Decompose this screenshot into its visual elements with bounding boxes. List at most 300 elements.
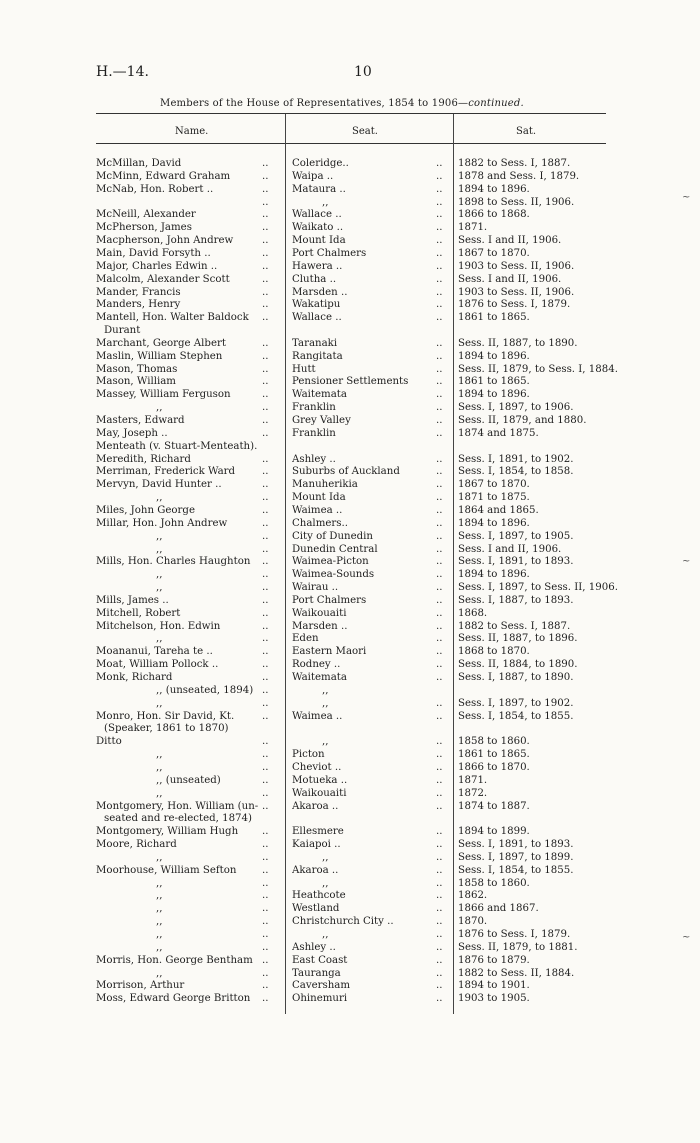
sat-period: Sess. II, 1879, to 1881.	[458, 941, 578, 953]
sat-period: Sess. I, 1854, to 1858.	[458, 466, 574, 478]
leader-dots: ..	[262, 466, 269, 478]
leader-dots: ..	[262, 415, 269, 426]
leader-dots: ..	[436, 633, 443, 645]
member-name: McMillan, David	[96, 158, 182, 169]
leader-dots: ..	[436, 273, 443, 285]
table-row	[96, 672, 606, 685]
leader-dots: ..	[436, 787, 443, 799]
leader-dots: ..	[262, 479, 269, 491]
seat-name: ,,	[322, 196, 329, 208]
page-title	[160, 98, 524, 109]
table-row	[96, 582, 618, 595]
sat-period: 1903 to Sess. II, 1906.	[458, 286, 575, 298]
sat-period: Sess. I, 1887, to 1893.	[458, 594, 574, 606]
leader-dots: ..	[436, 903, 443, 915]
member-name: Monk, Richard	[96, 672, 173, 683]
sat-period: 1866 and 1867.	[458, 903, 539, 915]
leader-dots: ..	[262, 196, 269, 208]
member-name: ,,	[156, 916, 163, 928]
seat-name: Motueka ..	[292, 774, 348, 786]
member-name: Millar, Hon. John Andrew	[96, 517, 228, 529]
table-row	[96, 505, 606, 518]
leader-dots: ..	[262, 736, 269, 748]
seat-name: Westland	[292, 903, 340, 915]
table-row	[96, 569, 606, 582]
sat-period: 1871.	[458, 774, 488, 786]
leader-dots: ..	[262, 787, 269, 799]
leader-dots: ..	[436, 196, 443, 208]
leader-dots: ..	[436, 967, 443, 979]
table-row	[96, 441, 606, 454]
leader-dots: ..	[436, 569, 443, 581]
seat-name: Christchurch City ..	[292, 916, 394, 928]
table-row	[96, 711, 606, 724]
leader-dots: ..	[436, 299, 443, 311]
sat-period: Sess. I, 1887, to 1890.	[458, 672, 574, 683]
leader-dots: ..	[262, 517, 269, 529]
table-row	[96, 633, 606, 646]
leader-dots: ..	[436, 851, 443, 863]
leader-dots: ..	[436, 235, 443, 247]
member-name: Manders, Henry	[96, 299, 181, 311]
member-name: Mantell, Hon. Walter Baldock	[96, 312, 249, 324]
leader-dots: ..	[262, 967, 269, 979]
seat-name: Wallace ..	[292, 312, 342, 324]
leader-dots: ..	[262, 222, 269, 234]
member-name: Maslin, William Stephen	[96, 350, 223, 362]
leader-dots: ..	[262, 839, 269, 851]
seat-name: Marsden ..	[292, 620, 348, 632]
title-text: Members of the House of Representatives, 1854 to 1906—	[160, 98, 469, 109]
table-row	[96, 299, 606, 312]
leader-dots: ..	[262, 594, 269, 606]
leader-dots: ..	[262, 556, 269, 568]
seat-name: City of Dunedin	[292, 530, 373, 542]
seat-name: Coleridge..	[292, 158, 349, 169]
leader-dots: ..	[436, 492, 443, 504]
sat-period: 1868 to 1870.	[458, 646, 530, 658]
seat-name: Eastern Maori	[292, 646, 367, 658]
table-row	[96, 659, 606, 672]
sat-period: 1903 to Sess. II, 1906.	[458, 260, 575, 272]
table-row	[96, 878, 606, 891]
member-name: Mervyn, David Hunter ..	[96, 479, 222, 491]
seat-name: Franklin	[292, 402, 336, 414]
seat-name: Waimea ..	[292, 504, 343, 516]
member-name: ,,	[156, 697, 163, 709]
leader-dots: ..	[436, 247, 443, 259]
member-name: Moananui, Tareha te ..	[96, 646, 213, 658]
leader-dots: ..	[436, 427, 443, 439]
seat-name: Grey Valley	[292, 415, 351, 426]
member-name: Morris, Hon. George Bentham	[96, 954, 253, 966]
table-row	[96, 531, 606, 544]
page-number: 10	[354, 64, 372, 80]
member-name: Malcolm, Alexander Scott	[96, 273, 230, 285]
sat-period: 1882 to Sess. II, 1884.	[458, 967, 575, 979]
sat-period: 1894 to 1899.	[458, 826, 530, 838]
table-row	[96, 274, 606, 287]
sat-period: 1878 and Sess. I, 1879.	[458, 170, 580, 182]
table-row	[96, 415, 606, 428]
table-row	[96, 826, 606, 839]
table-row	[96, 325, 606, 338]
sat-period: Sess. I and II, 1906.	[458, 543, 562, 555]
leader-dots: ..	[436, 620, 443, 632]
leader-dots: ..	[436, 363, 443, 375]
seat-name: Eden	[292, 633, 319, 645]
seat-name: Akaroa ..	[292, 800, 339, 812]
seat-name: Wakatipu	[292, 299, 341, 311]
seat-name: Wairau ..	[292, 582, 339, 594]
leader-dots: ..	[262, 453, 269, 465]
leader-dots: ..	[262, 389, 269, 401]
seat-name: Franklin	[292, 427, 336, 439]
member-name: ,,	[156, 787, 163, 799]
sat-period: Sess. I, 1854, to 1855.	[458, 864, 574, 876]
member-name: ,,	[156, 530, 163, 542]
seat-name: Picton	[292, 749, 325, 761]
table-row	[96, 261, 606, 274]
sat-period: Sess. II, 1879, and 1880.	[458, 415, 587, 426]
table-row	[96, 556, 606, 569]
member-name: ,,	[156, 761, 163, 773]
leader-dots: ..	[436, 222, 443, 234]
member-name: ,,	[156, 967, 163, 979]
member-name: Moorhouse, William Sefton	[96, 864, 237, 876]
table-row	[96, 402, 606, 415]
table-row	[96, 929, 606, 942]
leader-dots: ..	[262, 710, 269, 722]
table-row	[96, 595, 606, 608]
sat-period: Sess. I, 1897, to 1902.	[458, 697, 574, 709]
seat-name: ,,	[322, 929, 329, 940]
leader-dots: ..	[262, 530, 269, 542]
table-row	[96, 518, 606, 531]
leader-dots: ..	[262, 633, 269, 645]
table-row	[96, 492, 606, 505]
member-name: McMinn, Edward Graham	[96, 170, 231, 182]
sat-period: 1894 to 1896.	[458, 517, 530, 529]
member-name: May, Joseph ..	[96, 427, 168, 439]
member-name: Mills, James ..	[96, 594, 169, 606]
seat-name: ,,	[322, 736, 329, 748]
member-name: Moore, Richard	[96, 839, 177, 851]
leader-dots: ..	[436, 890, 443, 902]
margin-mark: ~	[682, 556, 691, 567]
leader-dots: ..	[436, 839, 443, 851]
seat-name: Caversham	[292, 980, 351, 992]
sat-period: Sess. II, 1887, to 1896.	[458, 633, 578, 645]
column-header-name: Name.	[175, 126, 209, 137]
seat-name: Ashley ..	[292, 941, 336, 953]
member-name: McNab, Hon. Robert ..	[96, 183, 214, 195]
sat-period: Sess. I, 1897, to 1906.	[458, 402, 574, 414]
sat-period: 1876 to Sess. I, 1879.	[458, 929, 571, 940]
member-name: Marchant, George Albert	[96, 337, 226, 349]
sat-period: 1882 to Sess. I, 1887.	[458, 158, 571, 169]
leader-dots: ..	[436, 453, 443, 465]
seat-name: Waitemata	[292, 672, 347, 683]
member-name: ,,	[156, 941, 163, 953]
table-row	[96, 968, 606, 981]
member-name: Macpherson, John Andrew	[96, 235, 234, 247]
leader-dots: ..	[262, 363, 269, 375]
leader-dots: ..	[262, 209, 269, 221]
member-name: Morrison, Arthur	[96, 980, 185, 992]
seat-name: Kaiapoi ..	[292, 839, 341, 851]
member-name: ,,	[156, 929, 163, 940]
member-name: McNeill, Alexander	[96, 209, 196, 221]
sat-period: 1861 to 1865.	[458, 312, 530, 324]
seat-name: Hutt	[292, 363, 316, 375]
leader-dots: ..	[436, 736, 443, 748]
member-name: ,,	[156, 903, 163, 915]
table-row	[96, 389, 606, 402]
leader-dots: ..	[436, 389, 443, 401]
table-row	[96, 479, 606, 492]
seat-name: Pensioner Settlements	[292, 376, 409, 388]
leader-dots: ..	[262, 761, 269, 773]
sat-period: 1861 to 1865.	[458, 749, 530, 761]
leader-dots: ..	[262, 286, 269, 298]
seat-name: Ashley ..	[292, 453, 336, 465]
leader-dots: ..	[436, 517, 443, 529]
table-row	[96, 865, 606, 878]
leader-dots: ..	[262, 607, 269, 619]
leader-dots: ..	[262, 427, 269, 439]
leader-dots: ..	[436, 170, 443, 182]
member-name: ,,	[156, 569, 163, 581]
table-row	[96, 171, 606, 184]
member-name: Meredith, Richard	[96, 453, 191, 465]
sat-period: 1874 to 1887.	[458, 800, 530, 812]
leader-dots: ..	[262, 993, 269, 1005]
leader-dots: ..	[436, 993, 443, 1005]
leader-dots: ..	[436, 980, 443, 992]
sat-period: 1894 to 1896.	[458, 389, 530, 401]
member-name: ,,	[156, 749, 163, 761]
member-name: ,,	[156, 402, 163, 414]
member-name: Mason, Thomas	[96, 363, 178, 375]
seat-name: Waimea-Sounds	[292, 569, 375, 581]
table-row	[96, 890, 606, 903]
leader-dots: ..	[436, 864, 443, 876]
leader-dots: ..	[262, 376, 269, 388]
sat-period: Sess. I, 1897, to Sess. II, 1906.	[458, 582, 618, 594]
table-row	[96, 916, 606, 929]
seat-name: Mount Ida	[292, 235, 346, 247]
sat-period: 1871.	[458, 222, 488, 234]
table-row	[96, 428, 606, 441]
leader-dots: ..	[262, 312, 269, 324]
seat-name: East Coast	[292, 954, 348, 966]
seat-name: Waikato ..	[292, 222, 344, 234]
leader-dots: ..	[436, 312, 443, 324]
leader-dots: ..	[436, 697, 443, 709]
seat-name: Clutha ..	[292, 273, 337, 285]
document-reference: H.—14.	[96, 64, 149, 80]
leader-dots: ..	[436, 543, 443, 555]
member-name: seated and re-elected, 1874)	[104, 813, 252, 825]
member-name: Mitchelson, Hon. Edwin	[96, 620, 221, 632]
member-name: ,,	[156, 633, 163, 645]
leader-dots: ..	[262, 299, 269, 311]
table-row	[96, 621, 606, 634]
leader-dots: ..	[262, 659, 269, 671]
seat-name: Rodney ..	[292, 659, 341, 671]
sat-period: Sess. I and II, 1906.	[458, 273, 562, 285]
leader-dots: ..	[436, 929, 443, 940]
leader-dots: ..	[262, 684, 269, 696]
table-row	[96, 801, 606, 814]
leader-dots: ..	[262, 929, 269, 940]
seat-name: Tauranga	[292, 967, 341, 979]
table-row	[96, 852, 606, 865]
seat-name: ,,	[322, 877, 329, 889]
member-name: ,,	[156, 877, 163, 889]
seat-name: Ohinemuri	[292, 993, 348, 1005]
table-row	[96, 248, 606, 261]
leader-dots: ..	[262, 980, 269, 992]
sat-period: Sess. I, 1891, to 1893.	[458, 839, 574, 851]
leader-dots: ..	[436, 337, 443, 349]
leader-dots: ..	[262, 402, 269, 414]
leader-dots: ..	[262, 903, 269, 915]
sat-period: 1876 to 1879.	[458, 954, 530, 966]
seat-name: ,,	[322, 684, 329, 696]
leader-dots: ..	[436, 941, 443, 953]
leader-dots: ..	[262, 158, 269, 169]
table-row	[96, 287, 606, 300]
seat-name: Mataura ..	[292, 183, 346, 195]
sat-period: 1871 to 1875.	[458, 492, 530, 504]
member-name: Main, David Forsyth ..	[96, 247, 211, 259]
member-name: Menteath (v. Stuart-Menteath).	[96, 440, 258, 452]
table-row	[96, 197, 606, 210]
leader-dots: ..	[262, 941, 269, 953]
sat-period: 1870.	[458, 916, 488, 928]
sat-period: 1868.	[458, 607, 488, 619]
table-row	[96, 646, 606, 659]
leader-dots: ..	[262, 273, 269, 285]
leader-dots: ..	[262, 697, 269, 709]
leader-dots: ..	[262, 183, 269, 195]
sat-period: 1894 to 1896.	[458, 350, 530, 362]
table-row	[96, 312, 606, 325]
leader-dots: ..	[436, 916, 443, 928]
table-row	[96, 351, 606, 364]
sat-period: Sess. I and II, 1906.	[458, 235, 562, 247]
member-name: Mitchell, Robert	[96, 607, 181, 619]
sat-period: 1903 to 1905.	[458, 993, 530, 1005]
leader-dots: ..	[262, 672, 269, 683]
leader-dots: ..	[436, 954, 443, 966]
leader-dots: ..	[262, 877, 269, 889]
sat-period: 1862.	[458, 890, 488, 902]
sat-period: 1861 to 1865.	[458, 376, 530, 388]
seat-name: Cheviot ..	[292, 761, 342, 773]
seat-name: Chalmers..	[292, 517, 348, 529]
member-name: Moss, Edward George Britton	[96, 993, 251, 1005]
member-name: Montgomery, Hon. William (un-	[96, 800, 259, 812]
sat-period: 1866 to 1868.	[458, 209, 530, 221]
member-name: Durant	[104, 325, 141, 337]
leader-dots: ..	[262, 954, 269, 966]
member-name: ,,	[156, 582, 163, 594]
leader-dots: ..	[262, 800, 269, 812]
leader-dots: ..	[262, 646, 269, 658]
leader-dots: ..	[436, 826, 443, 838]
member-name: ,,	[156, 543, 163, 555]
table-row	[96, 209, 606, 222]
seat-name: Taranaki	[292, 337, 338, 349]
leader-dots: ..	[436, 209, 443, 221]
seat-name: Waimea-Picton	[292, 556, 369, 568]
leader-dots: ..	[436, 761, 443, 773]
seat-name: Waikouaiti	[292, 787, 347, 799]
seat-name: Waikouaiti	[292, 607, 347, 619]
member-name: ,,	[156, 851, 163, 863]
sat-period: 1867 to 1870.	[458, 247, 530, 259]
seat-name: Ellesmere	[292, 826, 344, 838]
table-row	[96, 363, 618, 377]
table-row	[96, 839, 606, 852]
seat-name: ,,	[322, 851, 329, 863]
column-header-sat: Sat.	[516, 126, 537, 137]
leader-dots: ..	[262, 492, 269, 504]
leader-dots: ..	[436, 260, 443, 272]
sat-period: Sess. I, 1891, to 1902.	[458, 453, 574, 465]
seat-name: Mount Ida	[292, 492, 346, 504]
member-name: ,, (unseated, 1894)	[156, 684, 254, 696]
sat-period: 1876 to Sess. I, 1879.	[458, 299, 571, 311]
sat-period: 1872.	[458, 787, 488, 799]
member-name: Miles, John George	[96, 504, 195, 516]
leader-dots: ..	[436, 183, 443, 195]
table-row	[96, 942, 606, 955]
sat-period: 1867 to 1870.	[458, 479, 530, 491]
leader-dots: ..	[436, 479, 443, 491]
sat-period: 1874 and 1875.	[458, 427, 539, 439]
leader-dots: ..	[262, 350, 269, 362]
table-row	[96, 376, 606, 389]
seat-name: Suburbs of Auckland	[292, 466, 400, 478]
leader-dots: ..	[436, 659, 443, 671]
leader-dots: ..	[262, 916, 269, 928]
table-row	[96, 788, 606, 801]
member-name: (Speaker, 1861 to 1870)	[104, 723, 229, 735]
member-name: Masters, Edward	[96, 415, 185, 426]
leader-dots: ..	[262, 235, 269, 247]
sat-period: Sess. I, 1854, to 1855.	[458, 710, 574, 722]
table-header-rule	[96, 143, 606, 144]
table-row	[96, 338, 606, 351]
seat-name: Waipa ..	[292, 170, 334, 182]
leader-dots: ..	[262, 247, 269, 259]
table-row	[96, 762, 606, 775]
sat-period: 1882 to Sess. I, 1887.	[458, 620, 571, 632]
leader-dots: ..	[436, 594, 443, 606]
seat-name: Hawera ..	[292, 260, 343, 272]
table-row	[96, 723, 606, 736]
table-row	[96, 222, 606, 235]
member-name: McPherson, James	[96, 222, 192, 234]
seat-name: Akaroa ..	[292, 864, 339, 876]
seat-name: ,,	[322, 697, 329, 709]
table-row	[96, 736, 606, 749]
leader-dots: ..	[262, 569, 269, 581]
